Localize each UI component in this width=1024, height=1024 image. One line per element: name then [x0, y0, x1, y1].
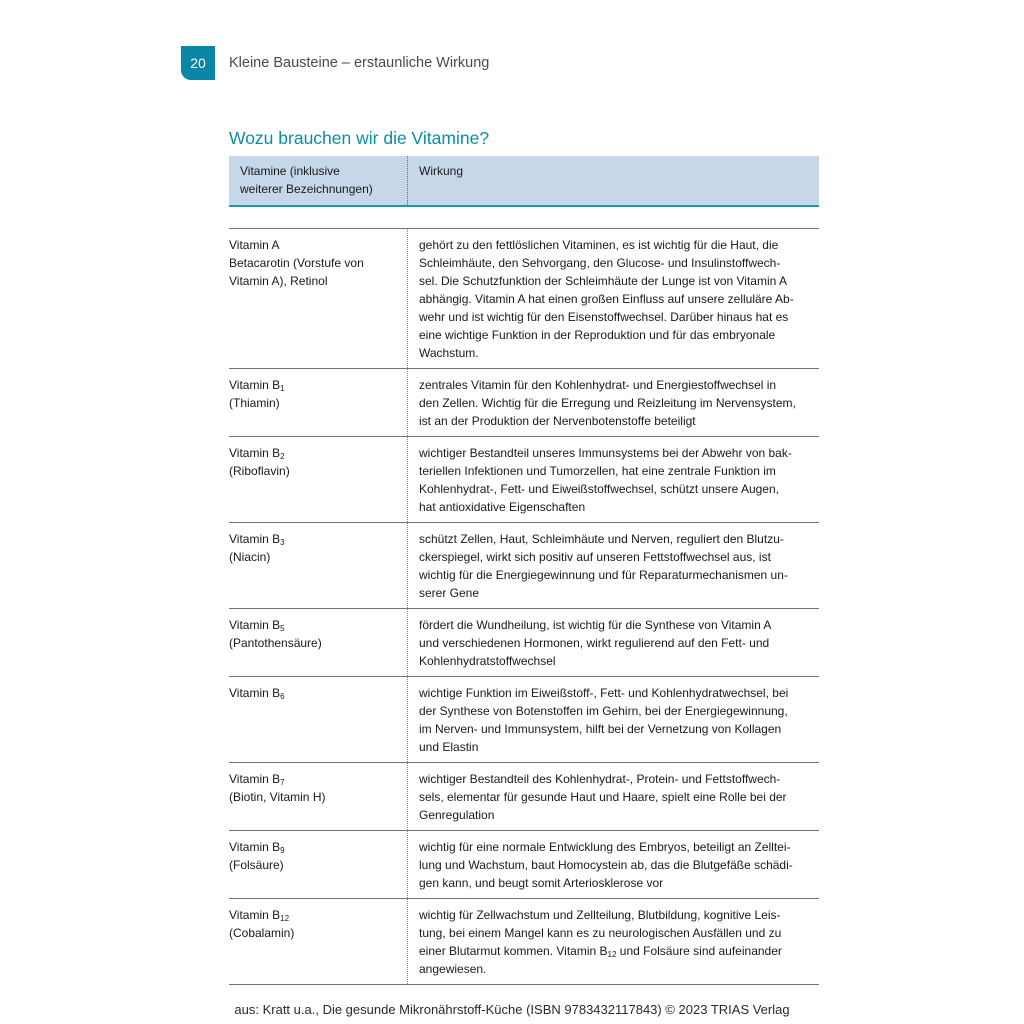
column-header-vitamine — [229, 156, 408, 206]
vitamin-alias: (Biotin, Vitamin H) — [229, 790, 326, 804]
vitamin-name-cell — [229, 899, 408, 985]
effect-line: zentrales Vitamin für den Kohlenhydrat- und Energiestoffwechsel in — [419, 378, 777, 392]
effect-text: einer Blutarmut kommen. Vitamin B — [419, 944, 608, 958]
column-header-line: weiterer Bezeichnungen) — [240, 182, 373, 196]
table-header-row — [229, 156, 819, 206]
effect-line: wichtiger Bestandteil des Kohlenhydrat-, Protein- und Fettstoffwech- — [419, 772, 781, 786]
effect-line: teriellen Infektionen und Tumorzellen, hat eine zentrale Funktion im — [419, 464, 776, 478]
page-number: 20 — [190, 55, 206, 71]
vitamin-name-cell — [229, 437, 408, 523]
effect-line — [419, 942, 819, 960]
vitamin-name — [229, 530, 399, 548]
table-row — [229, 437, 819, 523]
effect-line: tung, bei einem Mangel kann es zu neurologischen Ausfällen und zu — [419, 926, 782, 940]
vitamin-subscript: 3 — [280, 538, 285, 547]
effect-line: im Nerven- und Immunsystem, hilft bei der Vernetzung von Kollagen — [419, 722, 782, 736]
effect-line: schützt Zellen, Haut, Schleimhäute und Nerven, reguliert den Blutzu- — [419, 532, 784, 546]
vitamin-subscript: 5 — [280, 624, 285, 633]
vitamin-name-cell — [229, 677, 408, 763]
vitamin-effect-cell — [408, 763, 820, 831]
table-row — [229, 523, 819, 609]
vitamin-effect-cell — [408, 609, 820, 677]
effect-line: und verschiedenen Hormonen, wirkt regulierend auf den Fett- und — [419, 636, 770, 650]
effect-subscript: 12 — [607, 950, 617, 959]
vitamin-name-cell — [229, 609, 408, 677]
effect-line: ist an der Produktion der Nervenbotenstoffe beteiligt — [419, 414, 696, 428]
vitamin-subscript: 7 — [280, 778, 285, 787]
vitamin-name — [229, 906, 399, 924]
table-row — [229, 229, 819, 369]
vitamin-alias: (Folsäure) — [229, 858, 284, 872]
table-row — [229, 831, 819, 899]
vitamin-name-base: Vitamin B — [229, 686, 281, 700]
page-number-badge — [181, 46, 215, 80]
effect-line: wichtig für eine normale Entwicklung des Embryos, beteiligt an Zelltei- — [419, 840, 791, 854]
vitamin-name-cell — [229, 831, 408, 899]
table-row — [229, 369, 819, 437]
effect-line: der Synthese von Botenstoffen im Gehirn, bei der Energiegewinnung, — [419, 704, 788, 718]
effect-line: wichtiger Bestandteil unseres Immunsystems bei der Abwehr von bak- — [419, 446, 792, 460]
vitamin-name-base: Vitamin B — [229, 378, 281, 392]
header-spacer — [229, 206, 819, 229]
effect-line: Kohlenhydrat-, Fett- und Eiweißstoffwechsel, schützt unsere Augen, — [419, 482, 779, 496]
column-header-line: Vitamine (inklusive — [240, 164, 340, 178]
vitamin-subscript: 6 — [280, 692, 285, 701]
vitamin-name — [229, 376, 399, 394]
effect-line: angewiesen. — [419, 962, 487, 976]
vitamin-alias: Vitamin A), Retinol — [229, 274, 328, 288]
effect-line: Wachstum. — [419, 346, 479, 360]
vitamin-effect-cell — [408, 437, 820, 523]
vitamin-alias: (Pantothensäure) — [229, 636, 322, 650]
vitamin-effect-cell — [408, 677, 820, 763]
vitamin-subscript: 12 — [280, 914, 290, 923]
effect-line: gehört zu den fettlöslichen Vitaminen, es ist wichtig für die Haut, die — [419, 238, 779, 252]
vitamin-subscript: 2 — [280, 452, 285, 461]
effect-line: eine wichtige Funktion in der Reproduktion und für das embryonale — [419, 328, 776, 342]
effect-line: sel. Die Schutzfunktion der Schleimhäute der Lunge ist von Vitamin A — [419, 274, 787, 288]
vitamin-alias: (Thiamin) — [229, 396, 280, 410]
vitamin-name-base: Vitamin B — [229, 446, 281, 460]
effect-line: wichtige Funktion im Eiweißstoff-, Fett- und Kohlenhydratwechsel, bei — [419, 686, 789, 700]
vitamin-name — [229, 684, 399, 702]
vitamin-table — [229, 156, 819, 985]
vitamin-alias: (Riboflavin) — [229, 464, 290, 478]
vitamin-effect-cell — [408, 899, 820, 985]
running-title: Kleine Bausteine – erstaunliche Wirkung — [229, 55, 490, 71]
vitamin-name-base: Vitamin B — [229, 618, 281, 632]
column-header-wirkung: Wirkung — [408, 156, 820, 206]
table-row — [229, 677, 819, 763]
vitamin-alias: Betacarotin (Vorstufe von — [229, 256, 364, 270]
vitamin-alias: (Niacin) — [229, 550, 271, 564]
effect-line: wichtig für die Energiegewinnung und für Reparaturmechanismen un- — [419, 568, 788, 582]
effect-line: sels, elementar für gesunde Haut und Haare, spielt eine Rolle bei der — [419, 790, 787, 804]
effect-line: und Elastin — [419, 740, 479, 754]
effect-line: hat antioxidative Eigenschaften — [419, 500, 586, 514]
vitamin-name-cell — [229, 229, 408, 369]
vitamin-name-base: Vitamin B — [229, 532, 281, 546]
vitamin-name — [229, 444, 399, 462]
effect-line: ckerspiegel, wirkt sich positiv auf unseren Fettstoffwechsel aus, ist — [419, 550, 771, 564]
vitamin-effect-cell — [408, 229, 820, 369]
vitamin-name — [229, 838, 399, 856]
vitamin-name: Vitamin A — [229, 238, 280, 252]
vitamin-name-cell — [229, 763, 408, 831]
effect-line: wehr und ist wichtig für den Eisenstoffwechsel. Darüber hinaus hat es — [419, 310, 789, 324]
vitamin-name — [229, 770, 399, 788]
table-row — [229, 763, 819, 831]
effect-line: wichtig für Zellwachstum und Zellteilung, Blutbildung, kognitive Leis- — [419, 908, 781, 922]
effect-line: Genregulation — [419, 808, 495, 822]
vitamin-name-base: Vitamin B — [229, 772, 281, 786]
effect-line: gen kann, und beugt somit Arteriosklerose vor — [419, 876, 664, 890]
effect-line: Kohlenhydratstoffwechsel — [419, 654, 556, 668]
effect-line: abhängig. Vitamin A hat einen großen Einfluss auf unsere zelluläre Ab- — [419, 292, 794, 306]
vitamin-alias: (Cobalamin) — [229, 926, 295, 940]
effect-line: fördert die Wundheilung, ist wichtig für die Synthese von Vitamin A — [419, 618, 772, 632]
effect-text: und Folsäure sind aufeinander — [616, 944, 782, 958]
vitamin-effect-cell — [408, 369, 820, 437]
vitamin-name-cell — [229, 369, 408, 437]
vitamin-effect-cell — [408, 831, 820, 899]
vitamin-subscript: 1 — [280, 384, 285, 393]
source-footer: aus: Kratt u.a., Die gesunde Mikronährstoff-Küche (ISBN 9783432117843) © 2023 TRIAS Verlag — [234, 1002, 790, 1017]
table-row — [229, 899, 819, 985]
vitamin-effect-cell — [408, 523, 820, 609]
vitamin-name-base: Vitamin B — [229, 908, 281, 922]
effect-line: den Zellen. Wichtig für die Erregung und Reizleitung im Nervensystem, — [419, 396, 796, 410]
vitamin-name-cell — [229, 523, 408, 609]
vitamin-subscript: 9 — [280, 846, 285, 855]
section-title: Wozu brauchen wir die Vitamine? — [229, 128, 490, 148]
effect-line: Schleimhäute, den Sehvorgang, den Glucose- und Insulinstoffwech- — [419, 256, 781, 270]
effect-line: lung und Wachstum, baut Homocystein ab, das die Blutgefäße schädi- — [419, 858, 793, 872]
effect-line: serer Gene — [419, 586, 480, 600]
table-row — [229, 609, 819, 677]
vitamin-name — [229, 616, 399, 634]
vitamin-name-base: Vitamin B — [229, 840, 281, 854]
